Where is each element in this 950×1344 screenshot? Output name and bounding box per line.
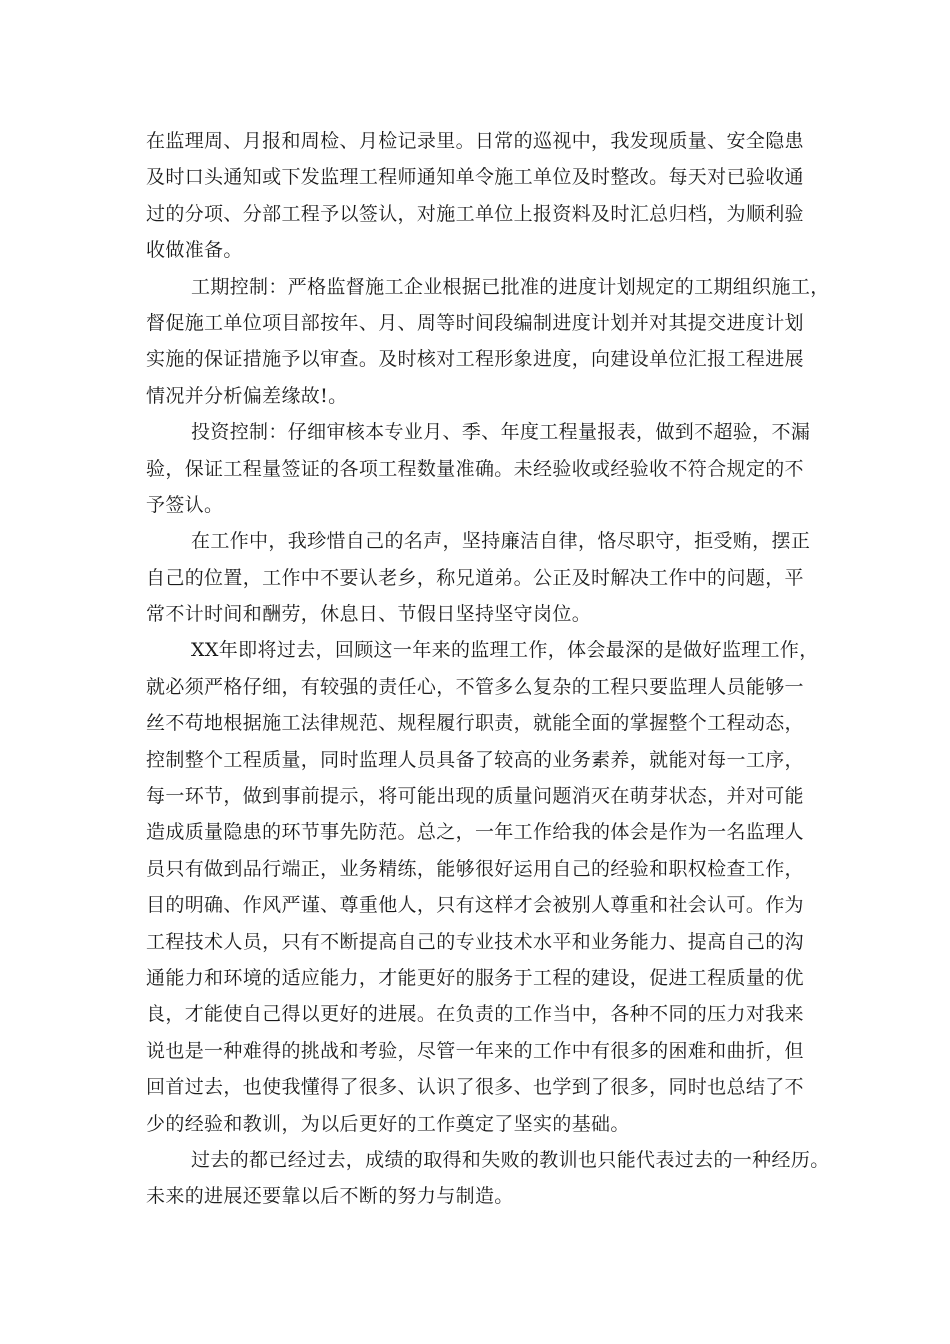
text-line: 及时口头通知或下发监理工程师通知单令施工单位及时整改。每天对已验收通 — [146, 166, 804, 189]
text-line: 督促施工单位项目部按年、月、周等时间段编制进度计划并对其提交进度计划 — [146, 311, 804, 334]
text-line: 说也是一种难得的挑战和考验，尽管一年来的工作中有很多的困难和曲折，但 — [146, 1039, 804, 1062]
text-line: 就必须严格仔细，有较强的责任心，不管多么复杂的工程只要监理人员能够一 — [146, 675, 804, 698]
text-line: 每一环节，做到事前提示，将可能出现的质量问题消灭在萌芽状态，并对可能 — [146, 785, 804, 808]
paragraph-first-line: XX年即将过去，回顾这一年来的监理工作，体会最深的是做好监理工作， — [191, 639, 819, 662]
text-line: 通能力和环境的适应能力，才能更好的服务于工程的建设，促进工程质量的优 — [146, 966, 804, 989]
text-line: 自己的位置，工作中不要认老乡，称兄道弟。公正及时解决工作中的问题，平 — [146, 566, 804, 589]
text-line: 工程技术人员，只有不断提高自己的专业技术水平和业务能力、提高自己的沟 — [146, 930, 804, 953]
text-line: 常不计时间和酬劳，休息日、节假日坚持坚守岗位。 — [146, 603, 592, 626]
text-line: 情况并分析偏差缘故!。 — [146, 384, 348, 407]
text-line: 造成质量隐患的环节事先防范。总之，一年工作给我的体会是作为一名监理人 — [146, 821, 804, 844]
text-line: 实施的保证措施予以审查。及时核对工程形象进度，向建设单位汇报工程进展 — [146, 348, 804, 371]
paragraph-first-line: 过去的都已经过去，成绩的取得和失败的教训也只能代表过去的一种经历。 — [191, 1148, 830, 1171]
text-line: 过的分项、分部工程予以签认，对施工单位上报资料及时汇总归档，为顺利验 — [146, 202, 804, 225]
text-line: 目的明确、作风严谨、尊重他人，只有这样才会被别人尊重和社会认可。作为 — [146, 894, 804, 917]
text-line: 验，保证工程量签证的各项工程数量准确。未经验收或经验收不符合规定的不 — [146, 457, 804, 480]
text-line: 在监理周、月报和周检、月检记录里。日常的巡视中，我发现质量、安全隐患 — [146, 130, 804, 152]
text-line: 回首过去，也使我懂得了很多、认识了很多、也学到了很多，同时也总结了不 — [146, 1076, 804, 1099]
text-line: 员只有做到品行端正，业务精练，能够很好运用自己的经验和职权检查工作， — [146, 857, 804, 880]
paragraph-first-line: 工期控制：严格监督施工企业根据已批准的进度计划规定的工期组织施工， — [191, 275, 830, 298]
paragraph-first-line: 投资控制：仔细审核本专业月、季、年度工程量报表，做到不超验，不漏 — [191, 421, 811, 444]
text-line: 良，才能使自己得以更好的进展。在负责的工作当中，各种不同的压力对我来 — [146, 1003, 804, 1026]
text-line: 未来的进展还要靠以后不断的努力与制造。 — [146, 1185, 514, 1208]
text-line: 丝不苟地根据施工法律规范、规程履行职责，就能全面的掌握整个工程动态， — [146, 712, 804, 735]
text-line: 予签认。 — [146, 493, 224, 516]
text-line: 少的经验和教训，为以后更好的工作奠定了坚实的基础。 — [146, 1112, 630, 1135]
paragraph-first-line: 在工作中，我珍惜自己的名声，坚持廉洁自律，恪尽职守，拒受贿，摆正 — [191, 530, 811, 553]
text-line: 控制整个工程质量，同时监理人员具备了较高的业务素养，就能对每一工序， — [146, 748, 804, 771]
text-line: 收做准备。 — [146, 239, 243, 262]
document-body — [146, 123, 836, 1215]
